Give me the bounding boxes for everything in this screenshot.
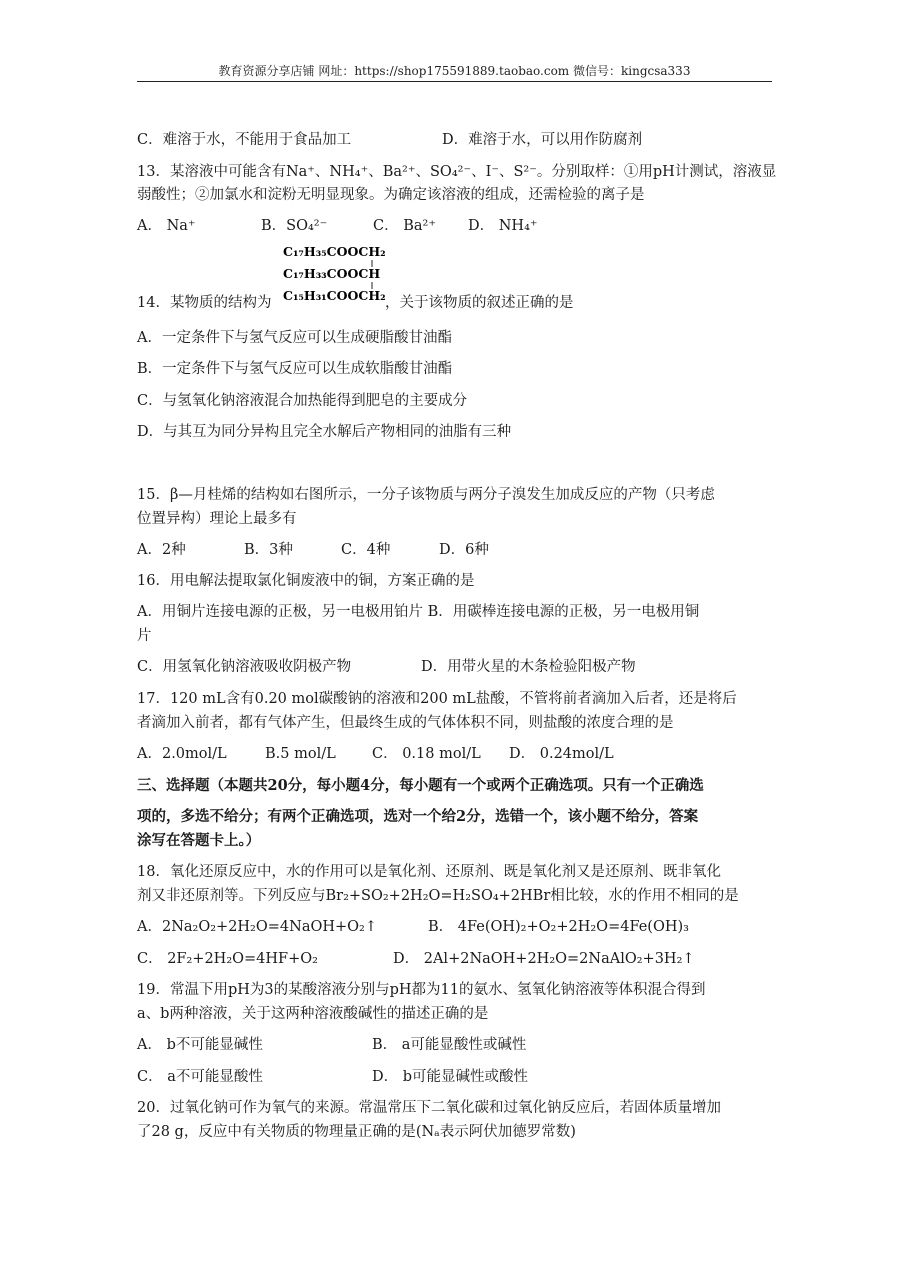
q16-stem: 16．用电解法提取氯化铜废液中的铜，方案正确的是 [137,573,475,589]
q16-options-ab-cont: 片 [137,628,152,644]
q18-option-b: B． 4Fe(OH)₂+O₂+2H₂O=4Fe(OH)₃ [428,919,689,935]
q19-option-b: B． a可能显酸性或碱性 [372,1037,527,1053]
q18-option-d: D． 2Al+2NaOH+2H₂O=2NaAlO₂+3H₂↑ [393,951,695,967]
section-3-heading-2: 项的，多选不给分；有两个正确选项，选对一个给2分，选错一个，该小题不给分，答案 [137,808,699,825]
q13-option-c: C． Ba²⁺ [373,218,436,234]
structure-row-3: C₁₅H₃₁COOCH₂ [283,288,386,303]
q18-option-c: C． 2F₂+2H₂O=4HF+O₂ [137,951,318,967]
q19-stem-2: a、b两种溶液，关于这两种溶液酸碱性的描述正确的是 [137,1006,489,1022]
q15-option-d: D．6种 [439,542,489,558]
q17-option-d: D． 0.24mol/L [509,746,614,762]
q20-stem-2: 了28 g，反应中有关物质的物理量正确的是(Nₐ表示阿伏加德罗常数) [137,1124,576,1140]
section-3-heading-3: 涂写在答题卡上。） [137,832,261,849]
q18-option-a: A．2Na₂O₂+2H₂O=4NaOH+O₂↑ [137,919,378,935]
q13-option-b: B．SO₄²⁻ [261,218,328,234]
q18-stem-2: 剂又非还原剂等。下列反应与Br₂+SO₂+2H₂O=H₂SO₄+2HBr相比较，水的作用不相同的是 [137,888,739,904]
q12-option-d: D．难溶于水，可以用作防腐剂 [442,132,643,148]
q14-stem-prefix: 14．某物质的结构为 [137,295,272,311]
q15-stem-2: 位置异构）理论上最多有 [137,511,297,527]
q19-stem-1: 19．常温下用pH为3的某酸溶液分别与pH都为11的氨水、氢氧化钠溶液等体积混合得到 [137,982,706,998]
q18-stem-1: 18．氧化还原反应中，水的作用可以是氧化剂、还原剂、既是氧化剂又是还原剂、既非氧化 [137,864,721,880]
section-3-heading-1: 三、选择题（本题共20分，每小题4分，每小题有一个或两个正确选项。只有一个正确选 [137,777,704,794]
q16-option-c: C．用氢氧化钠溶液吸收阴极产物 [137,659,352,675]
q17-option-b: B.5 mol/L [265,746,336,762]
q15-option-c: C．4种 [341,542,391,558]
q19-option-a: A． b不可能显碱性 [137,1037,263,1053]
q13-stem-1: 13．某溶液中可能含有Na⁺、NH₄⁺、Ba²⁺、SO₄²⁻、I⁻、S²⁻。分别取样：①用pH计测试，溶液显 [137,164,777,180]
q14-option-a: A．一定条件下与氢气反应可以生成硬脂酸甘油酯 [137,330,452,346]
q14-stem-suffix: ，关于该物质的叙述正确的是 [385,295,574,311]
header-divider [137,81,772,82]
q19-option-d: D． b可能显碱性或酸性 [372,1069,529,1085]
structure-row-1: C₁₇H₃₅COOCH₂ [283,244,386,259]
q13-option-d: D． NH₄⁺ [468,218,538,234]
q16-options-ab: A．用铜片连接电源的正极，另一电极用铂片 B．用碳棒连接电源的正极，另一电极用铜 [137,604,700,620]
q15-stem-1: 15．β—月桂烯的结构如右图所示，一分子该物质与两分子溴发生加成反应的产物（只考虑 [137,487,715,503]
q17-stem-1: 17．120 mL含有0.20 mol碳酸钠的溶液和200 mL盐酸，不管将前者滴加入后者，还是将后 [137,691,737,707]
q17-option-c: C． 0.18 mol/L [372,746,481,762]
q17-stem-2: 者滴加入前者，都有气体产生，但最终生成的气体体积不同，则盐酸的浓度合理的是 [137,715,674,731]
q16-option-d: D．用带火星的木条检验阳极产物 [421,659,636,675]
q15-option-a: A．2种 [137,542,186,558]
q14-option-b: B．一定条件下与氢气反应可以生成软脂酸甘油酯 [137,361,453,377]
page-header: 教育资源分享店铺 网址：https://shop175591889.taobao.com 微信号：kingcsa333 [218,64,691,78]
q20-stem-1: 20．过氧化钠可作为氧气的来源。常温常压下二氧化碳和过氧化钠反应后，若固体质量增加 [137,1100,721,1116]
q14-option-c: C．与氢氧化钠溶液混合加热能得到肥皂的主要成分 [137,393,468,409]
q13-stem-2: 弱酸性；②加氯水和淀粉无明显现象。为确定该溶液的组成，还需检验的离子是 [137,187,645,203]
structure-row-2: C₁₇H₃₃COOCH [283,266,381,281]
q19-option-c: C． a不可能显酸性 [137,1069,263,1085]
triglyceride-structure [283,240,391,306]
q13-option-a: A． Na⁺ [137,218,196,234]
q15-option-b: B．3种 [244,542,293,558]
q17-option-a: A．2.0mol/L [137,746,227,762]
q14-option-d: D．与其互为同分异构且完全水解后产物相同的油脂有三种 [137,424,512,440]
q12-option-c: C．难溶于水，不能用于食品加工 [137,132,352,148]
